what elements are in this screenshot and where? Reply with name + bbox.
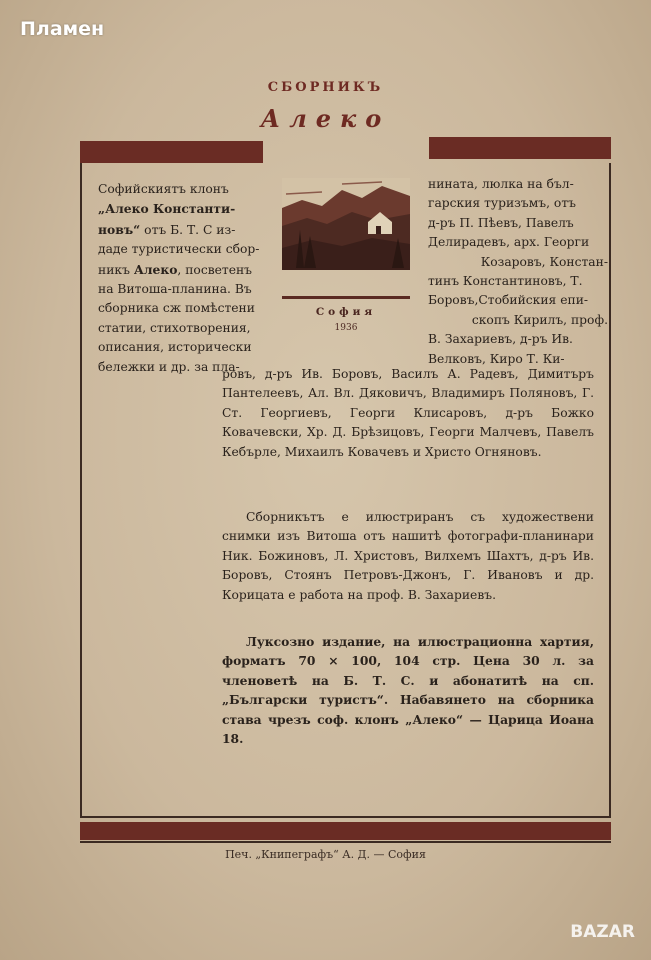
- right-column: [428, 175, 608, 369]
- paragraph-illustrations: [222, 508, 594, 605]
- right-line: Делирадевъ, арх. Георги: [428, 235, 590, 250]
- illustration-year: 1936: [334, 323, 358, 333]
- bottom-band: [80, 822, 611, 840]
- bottom-band-thin: [80, 841, 611, 843]
- right-line: д-ръ П. Пѣевъ, Павелъ: [428, 215, 574, 230]
- right-line: Козаровъ, Констан-: [480, 254, 608, 269]
- paragraph-continuation: [222, 365, 594, 462]
- left-line-bold: „Алеко Константи-: [98, 201, 236, 217]
- left-line: сборника сж помѣстени: [98, 301, 255, 316]
- continuation-text: ровъ, д-ръ Ив. Боровъ, Василъ А. Радевъ, Димитъръ Пантелеевъ, Ал. Вл. Дяковичъ, Владимиръ Поляновъ, Г. Ст. Георгиевъ, Георги Клисаровъ, д-ръ Божко Ковачевски, Хр. Д. Брѣзицовъ, Георги Малчевъ, Павелъ Кебърле, Михаилъ Ковачевъ и Христо Огняновъ.: [222, 367, 594, 459]
- watermark-bottom: BAZAR: [570, 922, 635, 942]
- page-title: Алеко: [260, 104, 391, 133]
- illustration-underline: [282, 296, 410, 299]
- right-line: Велковъ, Киро Т. Ки-: [428, 351, 565, 366]
- left-line: отъ Б. Т. С из-: [140, 222, 236, 237]
- paragraph-edition-text: Луксозно издание, на илюстрационна хартия, форматъ 70 × 100, 104 стр. Цена 30 л. за членоветѣ на Б. Т. С. и абонатитѣ на сп. „Български туристъ“. Набавянето на сборника става чрезъ соф. клонъ „Алеко“ — Царица Иоана 18.: [222, 634, 594, 747]
- paragraph-edition: [222, 632, 594, 748]
- landscape-illustration: [282, 178, 410, 270]
- printer-imprint: Печ. „Книпеграфъ“ А. Д. — София: [225, 848, 426, 861]
- watermark-top: Пламен: [20, 18, 105, 40]
- left-line: даде туристически сбор-: [98, 242, 260, 257]
- top-band-right: [429, 137, 611, 159]
- top-band-left: [80, 141, 263, 163]
- right-line: нината, люлка на бъл-: [428, 177, 574, 191]
- paragraph-illustrations-text: Сборникътъ е илюстриранъ съ художествени снимки изъ Витоша отъ нашитѣ фотографи-планинари Ник. Божиновъ, Л. Христовъ, Вилхемъ Шахтъ, д-ръ Ив. Боровъ, Стоянъ Петровъ-Джонъ, Г. Ивановъ и др. Корицата е работа на проф. В. Захариевъ.: [222, 510, 594, 602]
- illustration-caption: София: [315, 306, 377, 318]
- left-line: описания, исторически: [98, 340, 252, 355]
- left-line: , посветенъ: [177, 262, 253, 277]
- right-line: скопъ Кирилъ, проф.: [471, 312, 608, 327]
- left-line: Софийскиятъ клонъ: [98, 182, 229, 196]
- right-line: гарския туризъмъ, отъ: [428, 196, 576, 211]
- left-line: на Витоша-планина. Въ: [98, 282, 252, 297]
- left-column: [98, 180, 270, 377]
- right-line: тинъ Константиновъ, Т.: [428, 274, 583, 289]
- left-line-bold: новъ“: [98, 221, 141, 237]
- right-line: Боровъ,Стобийския епи-: [428, 293, 589, 308]
- left-line-bold: Алеко: [133, 261, 178, 277]
- left-line: статии, стихотворения,: [98, 320, 251, 335]
- header-kicker: СБОРНИКЪ: [267, 80, 384, 95]
- left-line: никъ: [98, 262, 134, 277]
- left-line: бележки и др. за пла-: [98, 359, 240, 374]
- right-line: В. Захариевъ, д-ръ Ив.: [428, 332, 573, 347]
